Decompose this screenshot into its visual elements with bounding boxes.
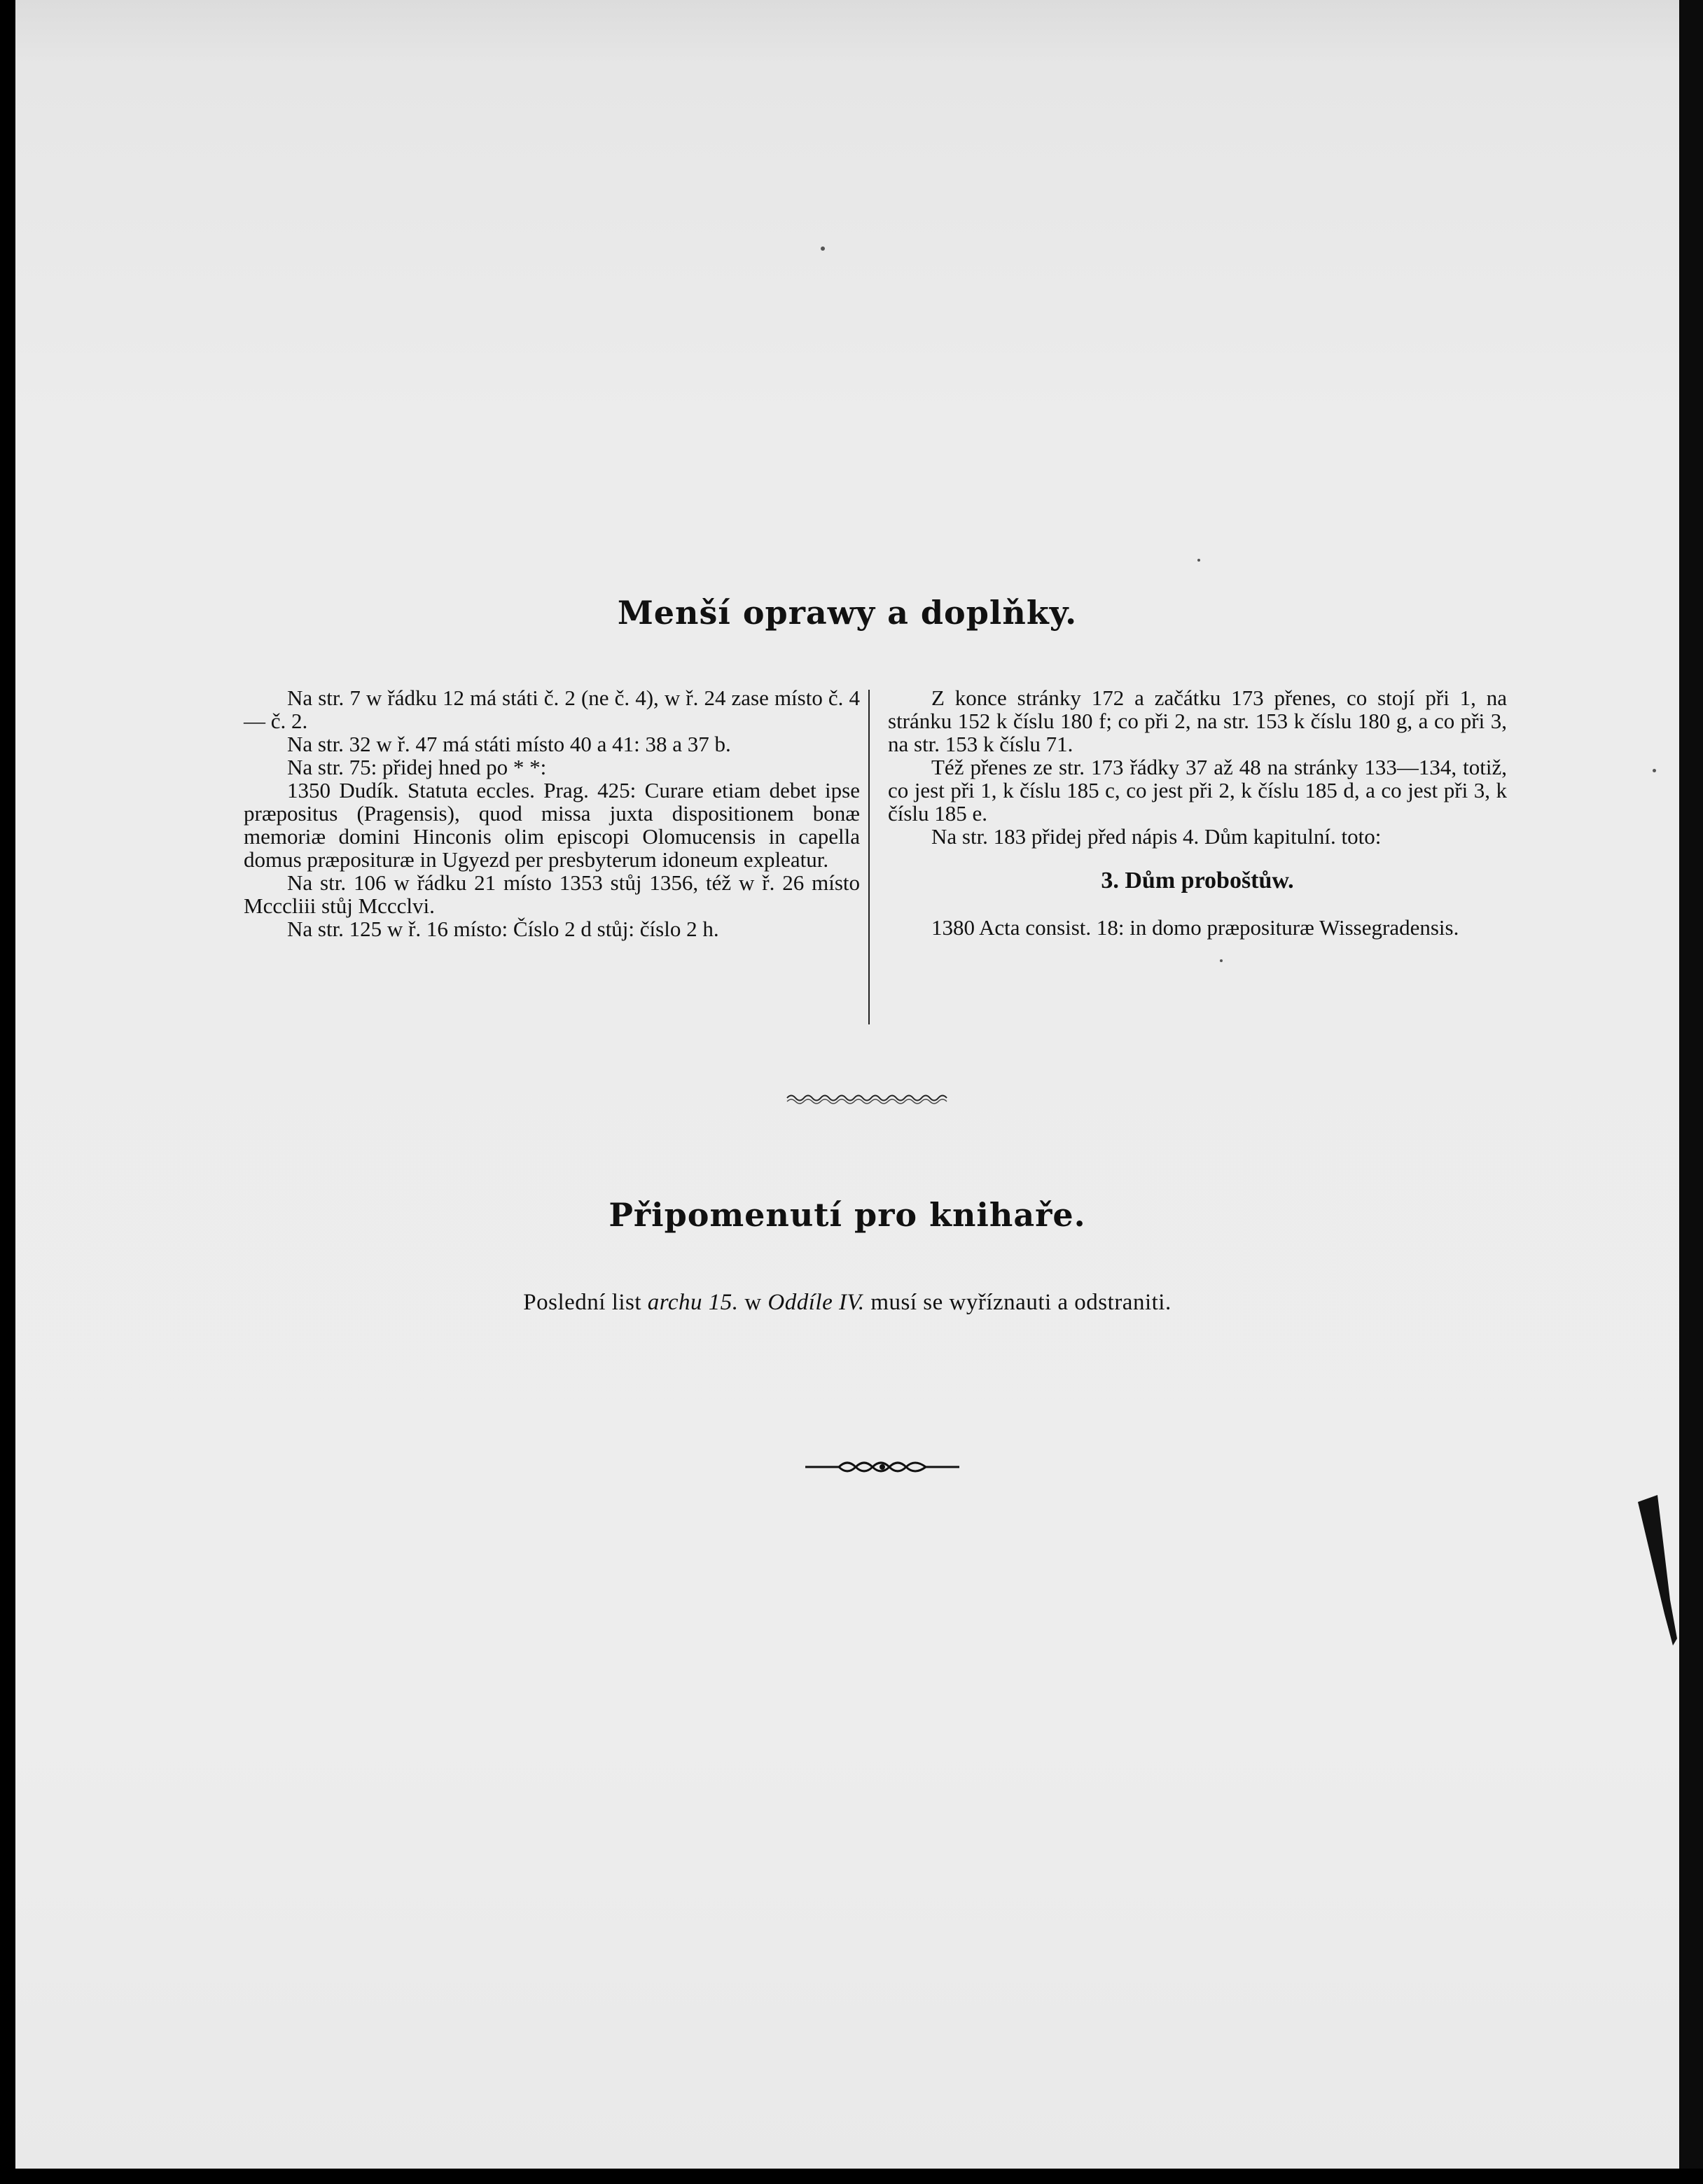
column-divider (868, 690, 870, 1024)
document-page (15, 0, 1679, 2169)
binder-note-text: w (744, 1290, 762, 1315)
scan-border-left (0, 0, 15, 2184)
speck-mark (821, 246, 825, 251)
binder-note-heading: Připomenutí pro knihaře. (609, 1196, 1086, 1234)
scan-border-right (1679, 0, 1703, 2184)
correction-paragraph: Na str. 106 w řádku 21 místo 1353 stůj 1356, též w ř. 26 místo Mcccliii stůj Mccclvi. (244, 870, 860, 918)
page-edge-mark (1636, 1495, 1678, 1649)
section-subheading: 3. Dům proboštůw. (1101, 868, 1294, 893)
correction-paragraph: Na str. 125 w ř. 16 místo: Číslo 2 d stůj: číslo 2 h. (287, 917, 719, 941)
correction-paragraph: Na str. 7 w řádku 12 má státi č. 2 (ne č. 4), w ř. 24 zase místo č. 4 — č. 2. (244, 686, 860, 733)
correction-paragraph: Na str. 75: přidej hned po * *: (287, 755, 547, 779)
wavy-rule-ornament (786, 1092, 954, 1106)
binder-note-text: musí se wyříznauti a odstraniti. (870, 1290, 1172, 1315)
speck-mark (1653, 769, 1656, 772)
correction-entry: 1380 Acta consist. 18: in domo præposituræ Wissegradensis. (931, 915, 1459, 940)
closing-flourish-ornament (805, 1458, 959, 1476)
scan-border-bottom (0, 2169, 1703, 2184)
binder-note-sheet: archu 15. (647, 1290, 739, 1315)
correction-paragraph: Na str. 32 w ř. 47 má státi místo 40 a 41: 38 a 37 b. (287, 732, 731, 756)
correction-paragraph: Na str. 183 přidej před nápis 4. Dům kapitulní. toto: (931, 824, 1382, 849)
correction-paragraph-quotation: 1350 Dudík. Statuta eccles. Prag. 425: Curare etiam debet ipse præpositus (Pragensis), quod missa juxta dispositionem bonæ memoriæ domini Hinconis olim episcopi Olomucensis in capella domus præposituræ in Ugyezd per presbyterum idoneum expleatur. (244, 778, 860, 872)
binder-note-section: Oddíle IV. (767, 1290, 865, 1315)
binder-note-text: Poslední list (523, 1290, 642, 1315)
speck-mark (1197, 559, 1200, 562)
corrections-left-column (244, 686, 860, 940)
speck-mark (1220, 959, 1223, 962)
binder-note (15, 1290, 1679, 1316)
corrections-heading: Menší oprawy a doplňky. (617, 594, 1078, 632)
correction-paragraph: Z konce stránky 172 a začátku 173 přenes, co stojí při 1, na stránku 152 k číslu 180 f; co při 2, na str. 153 k číslu 180 g, a co při 3, na str. 153 k číslu 71. (888, 686, 1507, 756)
corrections-right-column (888, 686, 1507, 939)
correction-paragraph: Též přenes ze str. 173 řádky 37 až 48 na stránky 133—134, totiž, co jest při 1, k číslu 185 c, co jest při 2, k číslu 185 d, a co jest při 3, k číslu 185 e. (888, 755, 1507, 826)
